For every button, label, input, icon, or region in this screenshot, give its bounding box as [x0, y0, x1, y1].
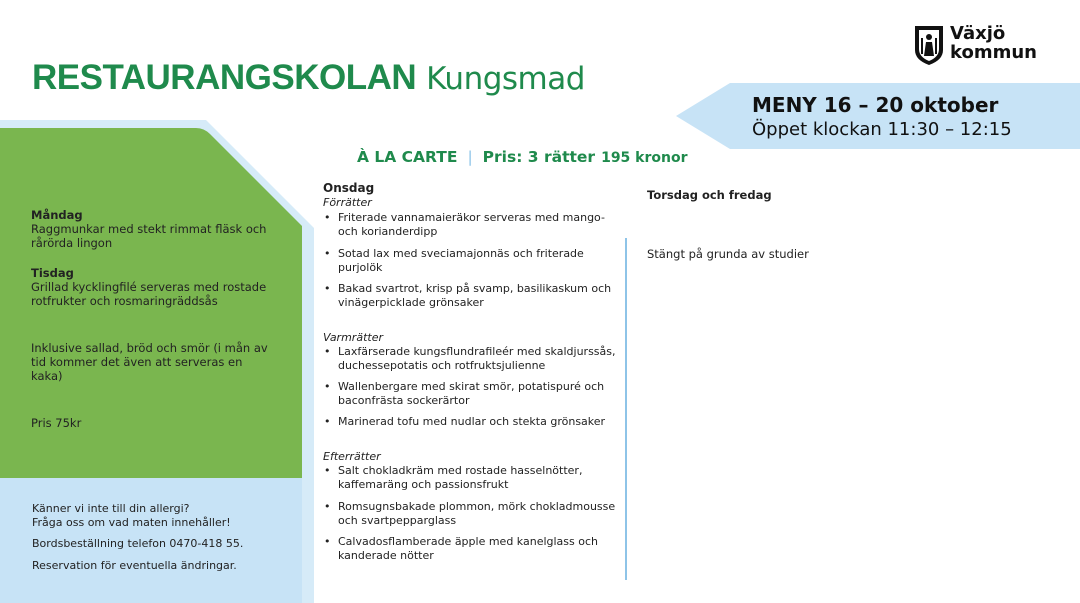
booking-phone: Bordsbeställning telefon 0470-418 55. — [32, 537, 244, 550]
alacarte-price-label: Pris: 3 rätter — [482, 148, 596, 166]
lunch-price: Pris 75kr — [31, 416, 82, 430]
alacarte-divider: | — [467, 148, 473, 166]
alacarte-price-value: 195 kronor — [601, 150, 688, 166]
reservation-note: Reservation för eventuella ändringar. — [32, 559, 237, 572]
wednesday-label: Onsdag — [323, 181, 375, 195]
thursday-friday-label: Torsdag och fredag — [647, 188, 772, 202]
mains-label: Varmrätter — [323, 331, 383, 344]
dessert-2 — [323, 500, 628, 527]
list-item: • Laxfärserade kungsflundrafileér med skaldjurssås, duchessepotatis och rotfruktsjulienne — [323, 345, 628, 372]
starter-1 — [323, 211, 628, 238]
inclusive-note: Inklusive sallad, bröd och smör (i mån av tid kommer det även att serveras en kaka) — [31, 341, 268, 383]
list-item: • Romsugnsbakade plommon, mörk chokladmousse och svartpepparglass — [323, 500, 628, 527]
alacarte-header — [357, 148, 688, 166]
monday-dish: Raggmunkar med stekt rimmat fläsk och rårörda lingon — [31, 222, 267, 250]
starter-2 — [323, 247, 628, 274]
main-3 — [323, 415, 628, 429]
main-2 — [323, 380, 628, 407]
menu-week-title: MENY 16 – 20 oktober — [752, 93, 999, 117]
logo-line1: Växjö — [950, 23, 1006, 44]
starters-label: Förrätter — [323, 195, 372, 209]
list-item: • Sotad lax med sveciamajonnäs och friterade purjolök — [323, 247, 628, 274]
page-title — [32, 58, 585, 98]
desserts-label: Efterrätter — [323, 450, 381, 463]
tuesday-label: Tisdag — [31, 266, 74, 280]
column-divider — [625, 238, 627, 580]
list-item: • Salt chokladkräm med rostade hasselnötter, kaffemaräng och passionsfrukt — [323, 464, 628, 491]
starter-3 — [323, 282, 628, 309]
main-1 — [323, 345, 628, 372]
allergy-info — [32, 502, 282, 530]
wednesday-section — [323, 182, 628, 209]
closed-note: Stängt på grunda av studier — [647, 247, 809, 261]
logo-line2: kommun — [950, 42, 1037, 63]
mains-label-wrap — [323, 331, 628, 345]
title-light: Kungsmad — [426, 61, 585, 97]
title-bold: RESTAURANGSKOLAN — [32, 58, 417, 97]
monday-section — [31, 208, 281, 250]
coat-of-arms-icon — [913, 24, 945, 66]
dessert-1 — [323, 464, 628, 491]
monday-label: Måndag — [31, 208, 83, 222]
list-item: • Bakad svartrot, krisp på svamp, basilikaskum och vinägerpicklade grönsaker — [323, 282, 628, 309]
tuesday-section — [31, 266, 281, 308]
list-item: • Friterade vannamaieräkor serveras med mango- och korianderdipp — [323, 211, 628, 238]
alacarte-label: À LA CARTE — [357, 148, 458, 166]
list-item: • Marinerad tofu med nudlar och stekta grönsaker — [323, 415, 628, 429]
allergy-ask: Fråga oss om vad maten innehåller! — [32, 516, 231, 529]
desserts-label-wrap — [323, 450, 628, 464]
logo-text — [950, 24, 1037, 62]
dessert-3 — [323, 535, 628, 562]
opening-hours: Öppet klockan 11:30 – 12:15 — [752, 119, 1012, 140]
allergy-question: Känner vi inte till din allergi? — [32, 502, 190, 515]
tuesday-dish: Grillad kycklingfilé serveras med rostade rotfrukter och rosmaringräddsås — [31, 280, 267, 308]
list-item: • Calvadosflamberade äpple med kanelglass och kanderade nötter — [323, 535, 628, 562]
list-item: • Wallenbergare med skirat smör, potatispuré och baconfrästa sockerärtor — [323, 380, 628, 407]
